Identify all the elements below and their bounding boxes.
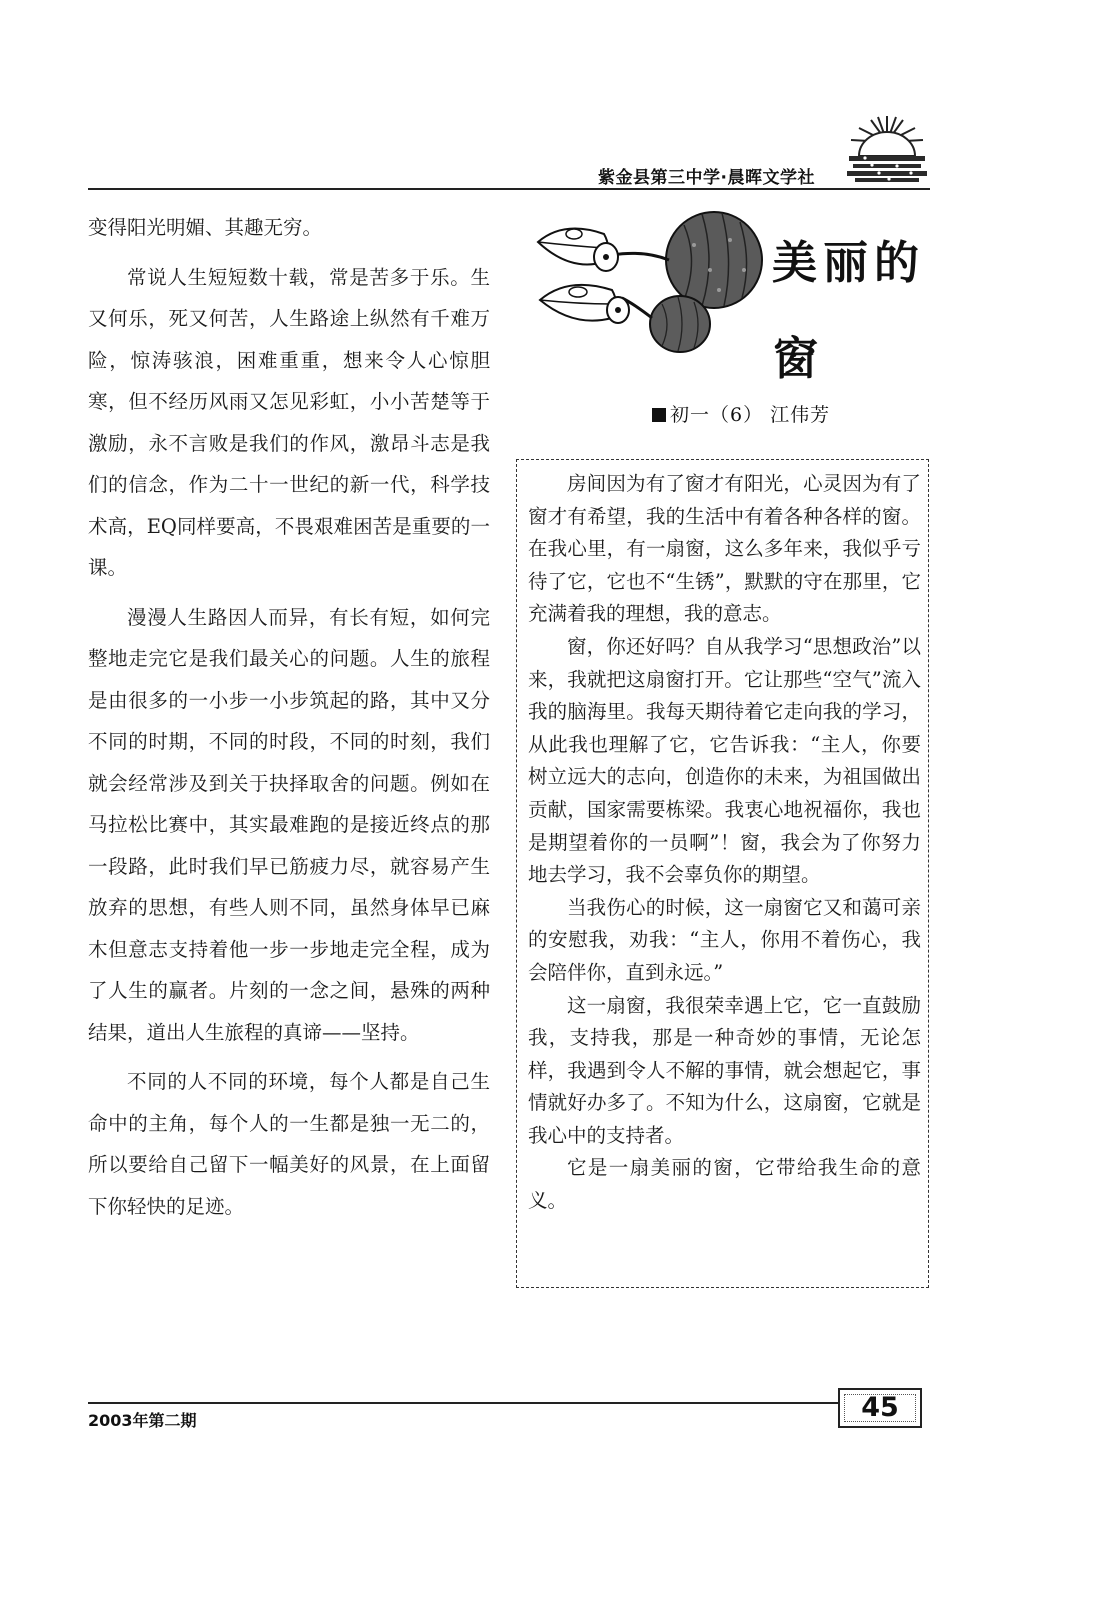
- left-paragraph: 漫漫人生路因人而异，有长有短，如何完整地走完它是我们最关心的问题。人生的旅程是由很多的一小步一小步筑起的路，其中又分不同的时期，不同的时段，不同的时刻，我们就会经常涉及到关于抉择取舍的问题。例如在马拉松比赛中，其实最难跑的是接近终点的那一段路，此时我们早已筋疲力尽，就容易产生放弃的思想，有些人则不同，虽然身体早已麻木但意志支持着他一步一步地走完全程，成为了人生的赢者。片刻的一念之间，悬殊的两种结果，道出人生旅程的真谛——坚持。: [88, 605, 490, 1044]
- article-byline: [652, 400, 830, 427]
- left-paragraph: 不同的人不同的环境，每个人都是自己生命中的主角，每个人的一生都是独一无二的，所以要给自己留下一幅美好的风景，在上面留下你轻快的足迹。: [88, 1070, 490, 1218]
- article-title-line1: 美丽的: [772, 236, 926, 289]
- header-rule: [88, 188, 930, 190]
- article-title-line2: 窗: [773, 332, 819, 385]
- sunrise-logo-icon: [845, 112, 929, 184]
- article-paragraph: 窗，你还好吗？自从我学习“思想政治”以来，我就把这扇窗打开。它让那些“空气”流入我的脑海里。我每天期待着它走向我的学习，从此我也理解了它，它告诉我：“主人，你要树立远大的志向，创造你的未来，为祖国做出贡献，国家需要栋梁。我衷心地祝福你，我也是期望着你的一员啊”！窗，我会为了你努力地去学习，我不会辜负你的期望。: [528, 634, 921, 887]
- header-school-society: 紫金县第三中学·晨晖文学社: [598, 168, 815, 188]
- left-paragraph: 常说人生短短数十载，常是苦多于乐。生又何乐，死又何苦，人生路途上纵然有千难万险，惊涛骇浪，困难重重，想来令人心惊胆寒，但不经历风雨又怎见彩虹，小小苦楚等于激励，永不言败是我们的作风，激昂斗志是我们的信念，作为二十一世纪的新一代，科学技术高，EQ同样要高，不畏艰难困苦是重要的一课。: [88, 265, 490, 579]
- page-number-badge: [838, 1388, 922, 1428]
- footer-rule: [88, 1402, 840, 1404]
- article-paragraph: 这一扇窗，我很荣幸遇上它，它一直鼓励我，支持我，那是一种奇妙的事情，无论怎样，我遇到令人不解的事情，就会想起它，事情就好办多了。不知为什么，这扇窗，它就是我心中的支持者。: [528, 993, 921, 1147]
- left-paragraph: 变得阳光明媚、其趣无穷。: [88, 216, 323, 239]
- article-body-box: [516, 459, 929, 1288]
- article-paragraph: 它是一扇美丽的窗，它带给我生命的意义。: [528, 1156, 921, 1213]
- pumpkin-and-leaves-illustration-icon: [534, 200, 780, 360]
- byline-text: 初一（6） 江伟芳: [670, 404, 831, 426]
- square-bullet-icon: [652, 408, 666, 422]
- left-column-text: [88, 207, 490, 1235]
- article-paragraph: 当我伤心的时候，这一扇窗它又和蔼可亲的安慰我，劝我：“主人，你用不着伤心，我会陪伴你，直到永远。”: [528, 895, 921, 984]
- page-number: 45: [861, 1392, 899, 1423]
- footer-issue: 2003年第二期: [88, 1411, 197, 1430]
- article-paragraph: 房间因为有了窗才有阳光，心灵因为有了窗才有希望，我的生活中有着各种各样的窗。在我心里，有一扇窗，这么多年来，我似乎亏待了它，它也不“生锈”，默默的守在那里，它充满着我的理想，我的意志。: [528, 472, 921, 626]
